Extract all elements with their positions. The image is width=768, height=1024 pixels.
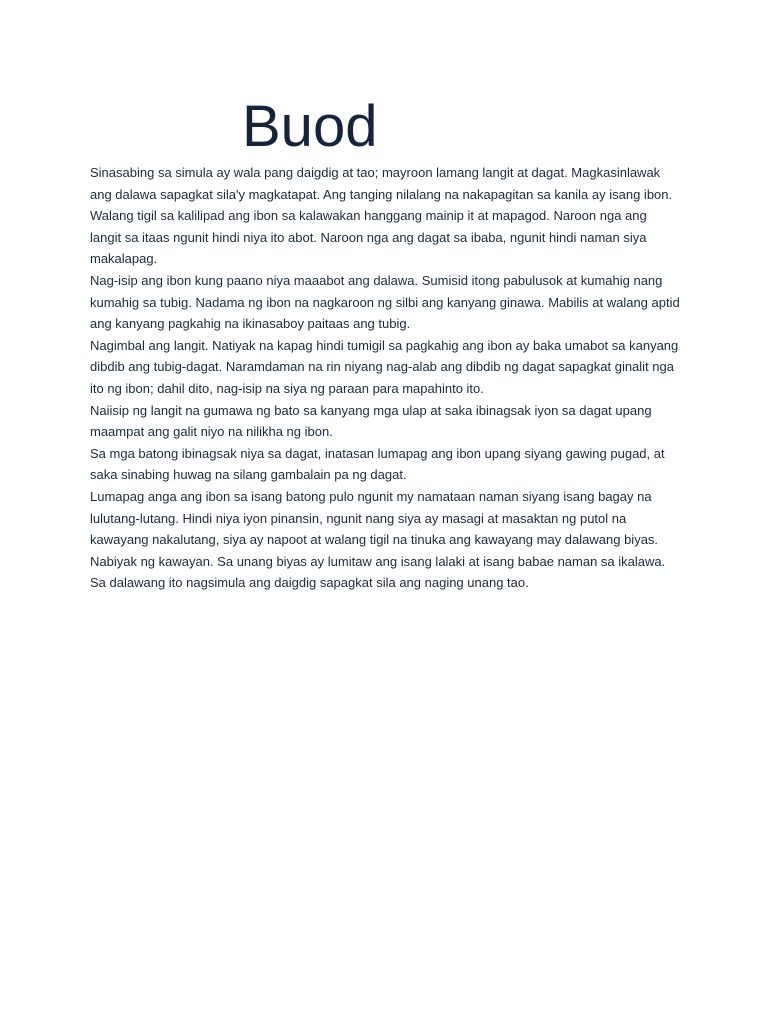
paragraph-4: Nagimbal ang langit. Natiyak na kapag hindi tumigil sa pagkahig ang ibon ay baka umabot sa kanyang dibdib ang tubig-dagat. Naramdaman na rin niyang nag-alab ang dibdib ng dagat sapagkat ginalit nga ito ng ibon; dahil dito, nag-isip na siya ng paraan para mapahinto ito. bbox=[90, 337, 679, 396]
paragraph-8: Nabiyak ng kawayan. Sa unang biyas ay lumitaw ang isang lalaki at isang babae naman sa ikalawa. bbox=[90, 553, 666, 569]
paragraph-2: Walang tigil sa kalilipad ang ibon sa kalawakan hanggang mainip it at mapagod. Naroon nga ang langit sa itaas ngunit hindi niya ito abot. Naroon nga ang dagat sa ibaba, ngunit hindi naman siya makalapag. bbox=[90, 208, 647, 267]
paragraph-7: Lumapag anga ang ibon sa isang batong pulo ngunit my namataan naman siyang isang bagay na lulutang-lutang. Hindi niya iyon pinansin, ngunit nang siya ay masagi at masaktan ng putol na kawayang nakalutang, siya ay napoot at walang tigil na tinuka ang kawayang may dalawang biyas. bbox=[90, 488, 659, 548]
paragraph-5: Naiisip ng langit na gumawa ng bato sa kanyang mga ulap at saka ibinagsak iyon sa dagat upang maampat ang galit niyo na nilikha ng ibon. bbox=[90, 402, 652, 440]
document-body bbox=[90, 162, 680, 594]
paragraph-3: Nag-isip ang ibon kung paano niya maaabot ang dalawa. Sumisid itong pabulusok at kumahig nang kumahig sa tubig. Nadama ng ibon na nagkaroon ng silbi ang kanyang ginawa. Mabilis at walang aptid ang kanyang pagkahig na ikinasaboy paitaas ang tubig. bbox=[90, 272, 680, 332]
paragraph-6: Sa mga batong ibinagsak niya sa dagat, inatasan lumapag ang ibon upang siyang gawing pugad, at saka sinabing huwag na silang gambalain pa ng dagat. bbox=[90, 445, 665, 483]
paragraph-1: Sinasabing sa simula ay wala pang daigdig at tao; mayroon lamang langit at dagat. Magkasinlawak ang dalawa sapagkat sila'y magkatapat. Ang tanging nilalang na nakapagitan sa kanila ay isang ibon. bbox=[90, 165, 673, 202]
document-title: Buod bbox=[242, 94, 378, 159]
paragraph-9: Sa dalawang ito nagsimula ang daigdig sapagkat sila ang naging unang tao. bbox=[90, 575, 529, 591]
